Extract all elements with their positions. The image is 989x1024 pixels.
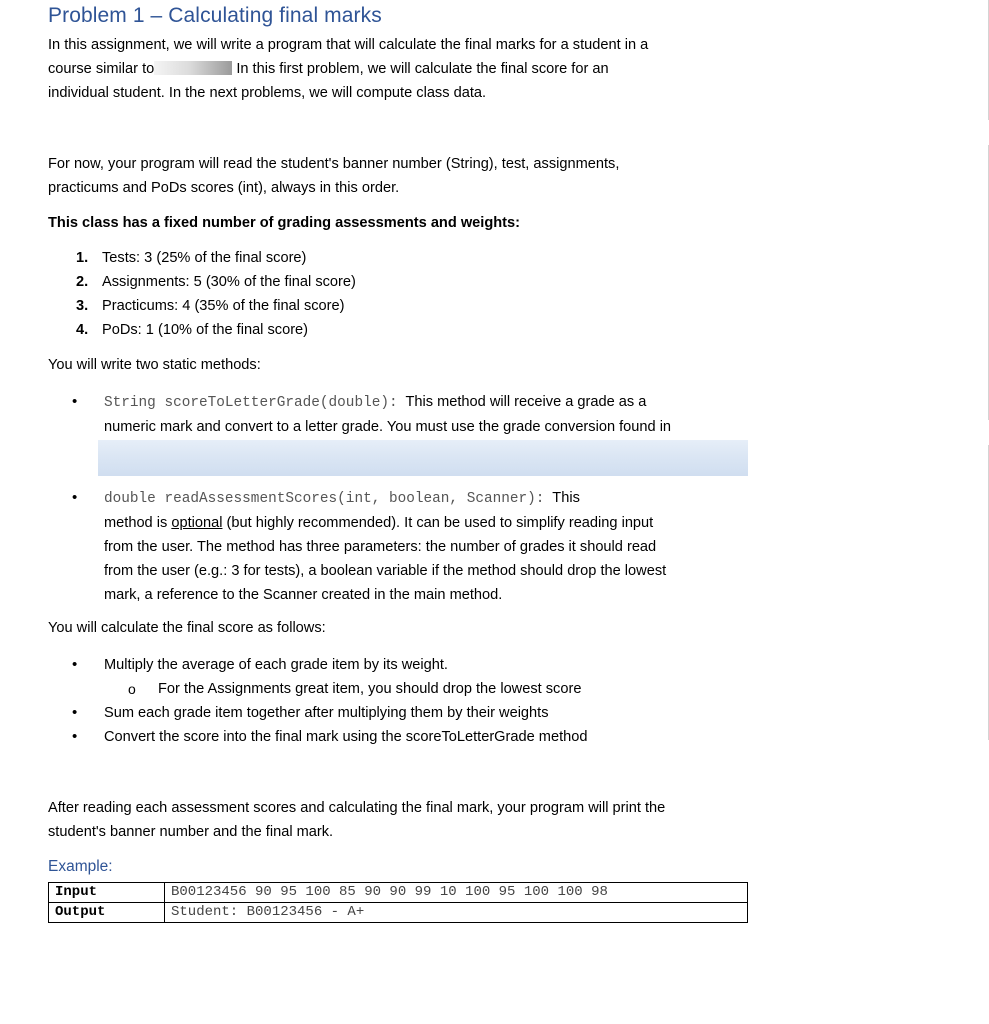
redacted-text — [154, 61, 232, 75]
intro-text: individual student. In the next problems, we will compute class data. — [48, 85, 487, 101]
list-number: 4. — [76, 322, 89, 338]
method2-desc: method is — [104, 515, 168, 531]
intro-text: In this first problem, we will calculate the final score for an — [236, 61, 609, 77]
method1-signature: String scoreToLetterGrade(double): — [104, 395, 398, 411]
list-text: Tests: 3 (25% of the final score) — [102, 250, 307, 266]
calc-step-text: Multiply the average of each grade item by its weight. — [104, 657, 448, 673]
method1-desc: numeric mark and convert to a letter grade. You must use the grade conversion found in — [104, 419, 672, 435]
example-label: Example: — [48, 858, 113, 875]
calc-steps-list — [72, 653, 752, 749]
bullet-icon: • — [72, 393, 78, 410]
list-item — [76, 318, 356, 342]
list-number: 2. — [76, 274, 89, 290]
list-text: PoDs: 1 (10% of the final score) — [102, 322, 309, 338]
read-text: For now, your program will read the student's banner number (String), test, assignments, — [48, 156, 620, 172]
input-value: B00123456 90 95 100 85 90 90 99 10 100 95 100 100 98 — [165, 883, 748, 903]
after-text: student's banner number and the final mark. — [48, 824, 334, 840]
table-row — [49, 903, 748, 923]
page-title: Problem 1 – Calculating final marks — [48, 4, 382, 27]
bullet-icon: • — [72, 656, 78, 673]
calc-step-text: For the Assignments great item, you should drop the lowest score — [158, 681, 582, 697]
sub-bullet-icon: o — [128, 681, 136, 697]
bullet-icon: • — [72, 489, 78, 506]
list-number: 3. — [76, 298, 89, 314]
optional-underlined: optional — [171, 515, 223, 531]
list-item — [72, 653, 752, 677]
read-text: practicums and PoDs scores (int), always in this order. — [48, 180, 400, 196]
calc-step-text: Sum each grade item together after multiplying them by their weights — [104, 705, 549, 721]
method2-desc: mark, a reference to the Scanner created in the main method. — [104, 587, 503, 603]
bullet-icon: • — [72, 728, 78, 745]
list-item — [72, 725, 752, 749]
list-item — [76, 294, 356, 318]
read-paragraph — [48, 152, 758, 200]
list-text: Practicums: 4 (35% of the final score) — [102, 298, 345, 314]
table-row — [49, 883, 748, 903]
method2-desc: (but highly recommended). It can be used to simplify reading input — [226, 515, 654, 531]
list-number: 1. — [76, 250, 89, 266]
method2-item — [72, 486, 752, 607]
methods-intro: You will write two static methods: — [48, 357, 261, 373]
method2-desc: This — [552, 490, 580, 506]
list-item — [76, 270, 356, 294]
fixed-heading: This class has a fixed number of grading assessments and weights: — [48, 215, 521, 231]
assessment-list — [76, 246, 356, 342]
intro-text: course similar to — [48, 61, 155, 77]
output-label: Output — [49, 903, 165, 923]
list-text: Assignments: 5 (30% of the final score) — [102, 274, 356, 290]
redacted-link-block — [98, 440, 748, 476]
bullet-icon: • — [72, 704, 78, 721]
after-text: After reading each assessment scores and calculating the final mark, your program will print the — [48, 800, 666, 816]
method2-signature: double readAssessmentScores(int, boolean, Scanner): — [104, 491, 545, 507]
method2-desc: from the user. The method has three parameters: the number of grades it should read — [104, 539, 657, 555]
method2-desc: from the user (e.g.: 3 for tests), a boolean variable if the method should drop the lowest — [104, 563, 667, 579]
method1-item — [72, 390, 752, 439]
calc-step-text: Convert the score into the final mark using the scoreToLetterGrade method — [104, 729, 588, 745]
list-item — [76, 246, 356, 270]
intro-paragraph — [48, 33, 758, 105]
example-table — [48, 882, 748, 923]
after-paragraph — [48, 796, 758, 844]
output-value: Student: B00123456 - A+ — [165, 903, 748, 923]
calc-intro: You will calculate the final score as follows: — [48, 620, 326, 636]
method1-desc: This method will receive a grade as a — [405, 394, 647, 410]
list-item — [72, 677, 752, 701]
intro-text: In this assignment, we will write a program that will calculate the final marks for a student in a — [48, 37, 649, 53]
input-label: Input — [49, 883, 165, 903]
list-item — [72, 701, 752, 725]
